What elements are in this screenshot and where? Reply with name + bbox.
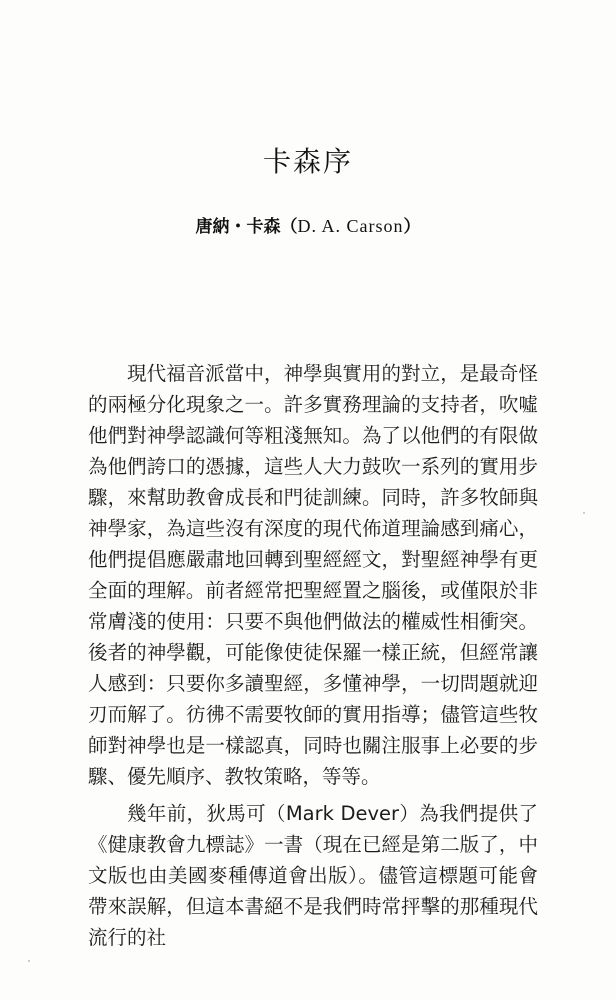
author-name-latin: D. A. Carson [297,216,404,236]
body-text [88,358,538,953]
scan-speck [28,960,30,962]
scan-speck [583,512,585,514]
page-title: 卡森序 [262,145,353,178]
author-line [0,212,616,237]
paragraph-1: 現代福音派當中，神學與實用的對立，是最奇怪的兩極分化現象之一。許多實務理論的支持者，吹噓他們對神學認識何等粗淺無知。為了以他們的有限做為他們誇口的憑據，這些人大力鼓吹一系列的實用步驟，來幫助教會成長和門徒訓練。同時，許多牧師與神學家，為這些沒有深度的現代佈道理論感到痛心，他們提倡應嚴肅地回轉到聖經經文，對聖經神學有更全面的理解。前者經常把聖經置之腦後，或僅限於非常膚淺的使用：只要不與他們做法的權威性相衝突。後者的神學觀，可能像使徒保羅一樣正統，但經常讓人感到：只要你多讀聖經，多懂神學，一切問題就迎刃而解了。彷彿不需要牧師的實用指導；儘管這些牧師對神學也是一樣認真，同時也關注服事上必要的步驟、優先順序、教牧策略，等等。 [88,362,538,788]
author-name-cjk: 唐納・卡森（ [195,217,298,237]
author-name-close: ） [403,217,421,237]
paragraph-2: 幾年前，狄馬可（Mark Dever）為我們提供了《健康教會九標誌》一書（現在已經是第二版了，中文版也由美國麥種傳道會出版）。儘管這標題可能會帶來誤解，但這本書絕不是我們時常抨擊的那種現代流行的社 [88,802,538,949]
